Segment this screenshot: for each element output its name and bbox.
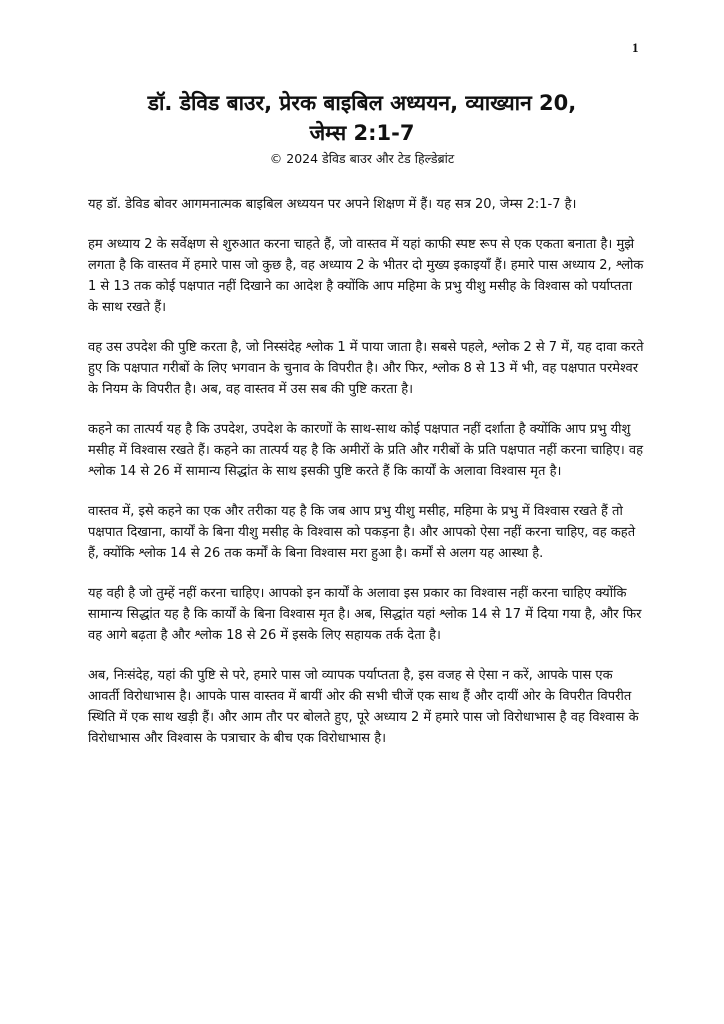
- title-line-2: जेम्स 2:1-7: [309, 121, 415, 145]
- paragraph-1: यह डॉ. डेविड बोवर आगमनात्मक बाइबिल अध्ययन पर अपने शिक्षण में हैं। यह सत्र 20, जेम्स 2:1-7 है।: [88, 197, 577, 212]
- paragraph-5: वास्तव में, इसे कहने का एक और तरीका यह है कि जब आप प्रभु यीशु मसीह, महिमा के प्रभु में विश्वास रखते हैं तो पक्षपात दिखाना, कार्यों के बिना यीशु मसीह के विश्वास को पकड़ना है। और आपको ऐसा नहीं करना चाहिए, वह कहते हैं, क्योंकि श्लोक 14 से 26 तक कर्मों के बिना विश्वास मरा हुआ है। कर्मों से अलग यह आस्था है.: [88, 504, 636, 561]
- title-line-1: डॉ. डेविड बाउर, प्रेरक बाइबिल अध्ययन, व्याख्यान 20,: [147, 91, 577, 115]
- document-title: [60, 88, 664, 148]
- copyright-line: © 2024 डेविड बाउर और टेड हिल्डेब्रांट: [269, 151, 455, 166]
- paragraph-6: यह वही है जो तुम्हें नहीं करना चाहिए। आपको इन कार्यों के अलावा इस प्रकार का विश्वास नहीं करना चाहिए क्योंकि सामान्य सिद्धांत यह है कि कार्यों के बिना विश्वास मृत है। अब, सिद्धांत यहां श्लोक 14 से 17 में दिया गया है, और फिर वह आगे बढ़ता है और श्लोक 18 से 26 में इसके लिए सहायक तर्क देता है।: [88, 586, 642, 643]
- paragraph-2: हम अध्याय 2 के सर्वेक्षण से शुरुआत करना चाहते हैं, जो वास्तव में यहां काफी स्पष्ट रूप से एक एकता बनाता है। मुझे लगता है कि वास्तव में हमारे पास जो कुछ है, वह अध्याय 2 के भीतर दो मुख्य इकाइयाँ हैं। हमारे पास अध्याय 2, श्लोक 1 से 13 तक कोई पक्षपात नहीं दिखाने का आदेश है क्योंकि आप महिमा के प्रभु यीशु मसीह के विश्वास को पर्याप्तता के साथ रखते हैं।: [88, 237, 644, 315]
- paragraph-7: अब, निःसंदेह, यहां की पुष्टि से परे, हमारे पास जो व्यापक पर्याप्तता है, इस वजह से ऐसा न करें, आपके पास एक आवर्ती विरोधाभास है। आपके पास वास्तव में बायीं ओर की सभी चीजें एक साथ हैं और दायीं ओर के विपरीत विपरीत स्थिति में एक साथ खड़ी हैं। और आम तौर पर बोलते हुए, पूरे अध्याय 2 में हमारे पास जो विरोधाभास है वह विश्वास के विरोधाभास और विश्वास के पत्राचार के बीच एक विरोधाभास है।: [88, 668, 639, 746]
- document-header: [60, 88, 664, 168]
- page-number: 1: [632, 40, 639, 55]
- paragraph-4: कहने का तात्पर्य यह है कि उपदेश, उपदेश के कारणों के साथ-साथ कोई पक्षपात नहीं दर्शाता है क्योंकि आप प्रभु यीशु मसीह में विश्वास रखते हैं। कहने का तात्पर्य यह है कि अमीरों के प्रति और गरीबों के प्रति पक्षपात नहीं करना चाहिए। वह श्लोक 14 से 26 में सामान्य सिद्धांत के साथ इसकी पुष्टि करते हैं कि कार्यों के अलावा विश्वास मृत है।: [88, 422, 644, 479]
- document-body: [88, 194, 644, 768]
- paragraph-3: वह उस उपदेश की पुष्टि करता है, जो निस्संदेह श्लोक 1 में पाया जाता है। सबसे पहले, श्लोक 2 से 7 में, यह दावा करते हुए कि पक्षपात गरीबों के लिए भगवान के चुनाव के विपरीत है। और फिर, श्लोक 8 से 13 में भी, वह पक्षपात परमेश्वर के नियम के विपरीत है। अब, वह वास्तव में उस सब की पुष्टि करता है।: [88, 340, 644, 397]
